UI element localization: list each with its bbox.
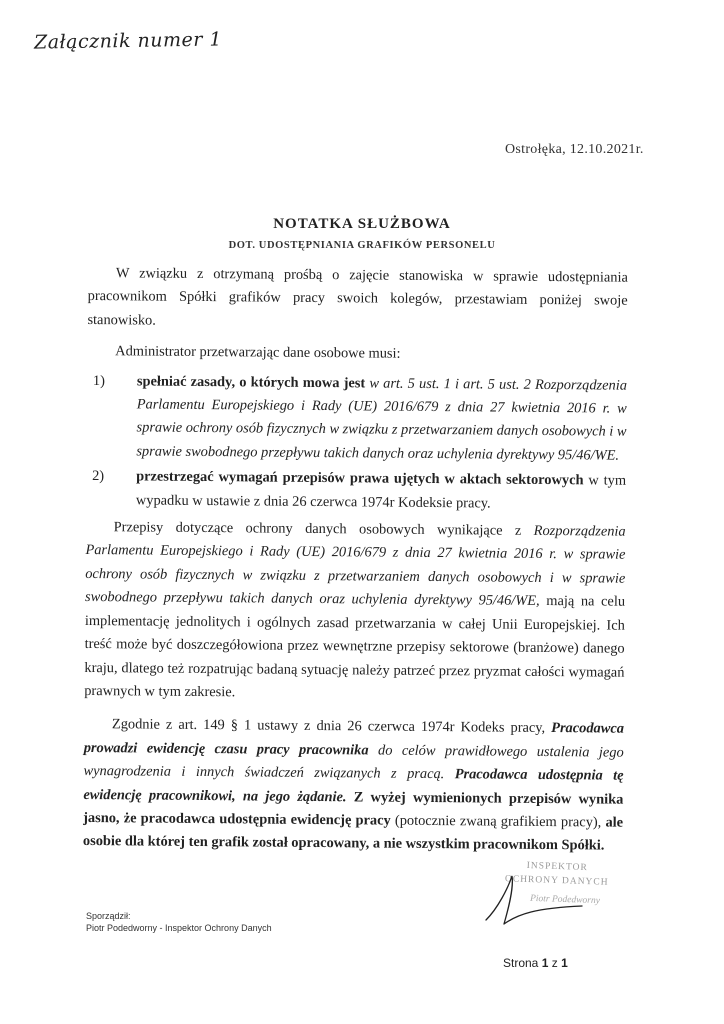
prepared-label: Sporządził:: [86, 911, 131, 921]
emphasis-text: Pracodawca udostępnia tę ewidencję pracownikowi, na jego żądanie.: [83, 766, 624, 805]
list-number: 1): [92, 372, 106, 389]
document-title: NOTATKA SŁUŻBOWA: [273, 216, 451, 232]
signature-mark: [478, 868, 588, 928]
list-bold-text: spełniać zasady, o których mowa jest: [136, 373, 366, 392]
prepared-by: [86, 910, 272, 934]
place-and-date: Ostrołęka, 12.10.2021r.: [505, 142, 644, 157]
list-plain-text: w tym wypadku w ustawie z dnia 26 czerwca 1974r Kodeksie pracy.: [135, 472, 627, 512]
prepared-name: Piotr Podedworny - Inspektor Ochrony Danych: [86, 923, 272, 933]
emphasis-text: Pracodawca prowadzi ewidencję czasu pracy pracownika: [83, 720, 625, 759]
bold-text: Z wyżej wymienionych przepisów wynika jasno, że pracodawca udostępnia ewidencję pracy: [83, 788, 624, 829]
list-bold-text: przestrzegać wymagań przepisów prawa ujętych w aktach sektorowych: [136, 468, 584, 489]
paragraph-text: (potocznie zwaną grafikiem pracy),: [390, 812, 606, 831]
bold-text: ale osobie dla której ten grafik został opracowany, a nie wszystkim pracownikom Spółki.: [82, 814, 624, 854]
paragraph-text: mają na celu implementację jednolitych i ogólnych zasad przetwarzania w całej Unii Europejskiej. Ich treść może być doszczegółowiona przez wewnętrzne przepisy sektorowe (branżowe) danego kraju, dlatego też rozpatrując badaną sytuację należy patrzeć przez pryzmat całości wymagań prawnych w tym zakresie.: [84, 593, 626, 701]
list-number: 2): [92, 468, 105, 485]
document-body: [83, 262, 628, 858]
list-item: [86, 465, 626, 517]
intro-paragraph: W związku z otrzymaną prośbą o zajęcie stanowiska w sprawie udostępniania pracownikom Spółki grafików pracy swoich kolegów, przestawiam poniżej swoje stanowisko.: [87, 265, 628, 329]
list-item: [86, 370, 627, 468]
stamp-line: OCHRONY DANYCH: [504, 874, 609, 888]
current-page: 1: [541, 956, 549, 970]
list-text: [136, 466, 626, 517]
admin-line: Administrator przetwarzając dane osobowe musi:: [115, 343, 401, 362]
paragraph-text: Przepisy dotyczące ochrony danych osobowych wynikające z: [113, 519, 534, 539]
italic-text: do celów prawidłowego ustalenia jego wynagrodzenia i innych świadczeń związanych z pracą.: [83, 742, 624, 783]
total-pages: 1: [561, 956, 568, 970]
legal-basis-paragraph: [84, 516, 626, 708]
list-text: [136, 370, 627, 468]
regulation-reference: Rozporządzenia Parlamentu Europejskiego i Rady (UE) 2016/679 z dnia 27 kwietnia 2016 r. w sprawie ochrony osób fizycznych w związku z przetwarzaniem danych osobowych i w sprawie swobodnego przepływu takich danych oraz uchylenia dyrektywy 95/46/WE,: [85, 522, 626, 610]
conclusion-paragraph: [83, 713, 624, 858]
handwritten-annotation: Załącznik numer 1: [33, 28, 223, 54]
page-of: z: [551, 956, 558, 970]
stamp-name: Piotr Podedworny: [529, 893, 601, 907]
paragraph-text: Zgodnie z art. 149 § 1 ustawy z dnia 26 czerwca 1974r Kodeks pracy,: [111, 716, 552, 737]
stamp-line: INSPEKTOR: [526, 860, 588, 874]
list-italic-text: w art. 5 ust. 1 i art. 5 ust. 2 Rozporządzenia Parlamentu Europejskiego i Rady (UE) 2016/679 z dnia 27 kwietnia 2016 r. w sprawie ochrony osób fizycznych w związku z przetwarzaniem danych osobowych i w sprawie swobodnego przepływu takich danych oraz uchylenia dyrektywy 95/46/WE.: [136, 375, 627, 464]
page-number: [503, 956, 568, 970]
page-word: Strona: [503, 956, 539, 970]
document-subtitle: DOT. UDOSTĘPNIANIA GRAFIKÓW PERSONELU: [228, 240, 496, 251]
